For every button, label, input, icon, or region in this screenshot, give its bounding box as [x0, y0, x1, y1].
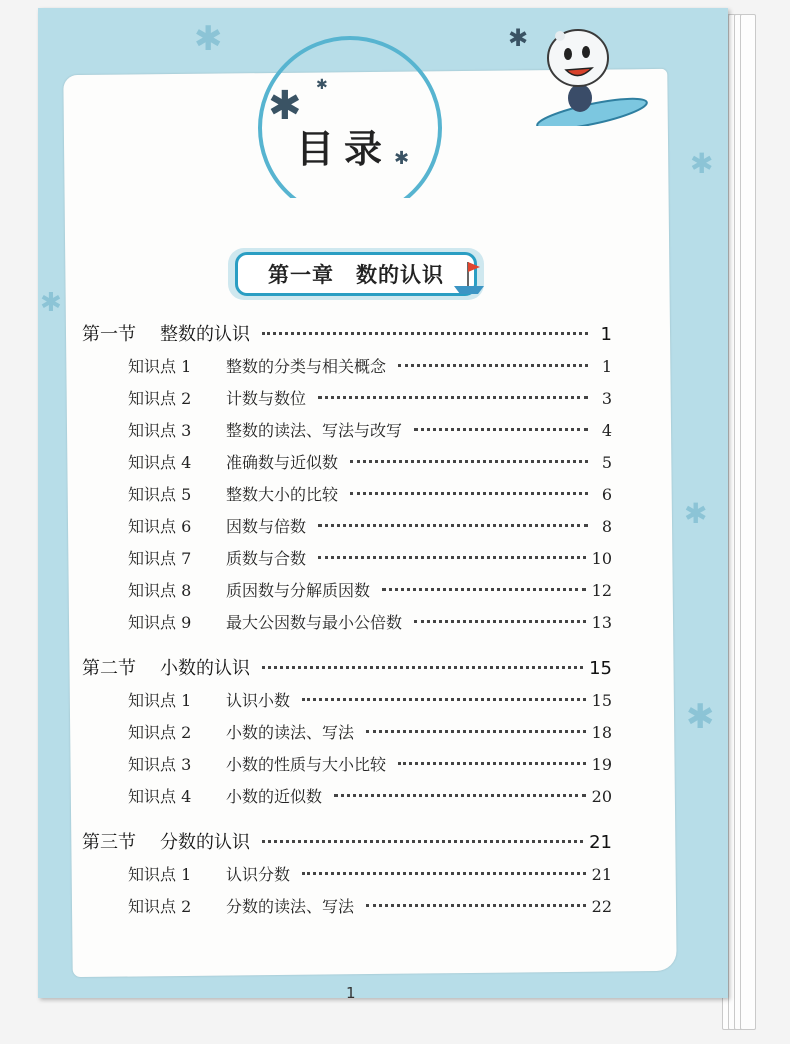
- item-title: 小数的读法、写法: [226, 723, 355, 742]
- page-ref: 13: [591, 613, 612, 632]
- leader-dots: [318, 396, 588, 399]
- leader-dots: [318, 556, 586, 559]
- page-ref: 18: [591, 723, 612, 742]
- leader-dots: [350, 460, 588, 463]
- toc-item-row[interactable]: [82, 720, 612, 752]
- item-label: 知识点 3: [128, 755, 192, 774]
- snowflake-icon: ✱: [40, 288, 62, 318]
- page-ref: 1: [600, 324, 612, 345]
- leader-dots: [350, 492, 588, 495]
- toc-section-row[interactable]: [82, 828, 612, 862]
- item-title: 整数的读法、写法与改写: [226, 421, 403, 440]
- toc-item-row[interactable]: [82, 386, 612, 418]
- item-label: 知识点 4: [128, 787, 192, 806]
- toc-item-row[interactable]: [82, 418, 612, 450]
- chapter-title: 第一章 数的认识: [235, 252, 477, 296]
- leader-dots: [366, 904, 586, 907]
- item-label: 知识点 5: [128, 485, 192, 504]
- section-label: 第三节: [82, 832, 136, 853]
- item-label: 知识点 4: [128, 453, 192, 472]
- page-ref: 20: [591, 787, 612, 806]
- toc-item-row[interactable]: [82, 784, 612, 816]
- item-title: 准确数与近似数: [226, 453, 339, 472]
- item-title: 因数与倍数: [226, 517, 307, 536]
- snowflake-icon: ✱: [316, 77, 328, 93]
- snowflake-icon: ✱: [690, 147, 714, 180]
- item-label: 知识点 2: [128, 897, 192, 916]
- page-title: 目录: [296, 127, 393, 171]
- toc-section-row[interactable]: [82, 320, 612, 354]
- item-title: 认识分数: [226, 865, 291, 884]
- page-ref: 1: [601, 357, 612, 376]
- flag-boat-icon: [452, 258, 486, 296]
- toc-item-row[interactable]: [82, 354, 612, 386]
- toc-item-row[interactable]: [82, 862, 612, 894]
- page-ref: 15: [591, 691, 612, 710]
- item-title: 最大公因数与最小公倍数: [226, 613, 403, 632]
- item-title: 质因数与分解质因数: [226, 581, 371, 600]
- item-label: 知识点 2: [128, 389, 192, 408]
- item-label: 知识点 8: [128, 581, 192, 600]
- table-of-contents: [82, 320, 612, 926]
- page-ref: 22: [591, 897, 612, 916]
- page-ref: 8: [601, 517, 612, 536]
- snowflake-icon: ✱: [686, 697, 715, 737]
- toc-item-row[interactable]: [82, 450, 612, 482]
- section-title: 分数的认识: [160, 832, 250, 853]
- item-label: 知识点 2: [128, 723, 192, 742]
- item-label: 知识点 1: [128, 357, 192, 376]
- item-label: 知识点 7: [128, 549, 192, 568]
- page-ref: 6: [601, 485, 612, 504]
- snowflake-icon: ✱: [394, 148, 410, 169]
- section-title: 小数的认识: [160, 658, 250, 679]
- page-ref: 19: [591, 755, 612, 774]
- toc-item-row[interactable]: [82, 514, 612, 546]
- item-label: 知识点 1: [128, 691, 192, 710]
- item-label: 知识点 6: [128, 517, 192, 536]
- page-ref: 10: [591, 549, 612, 568]
- leader-dots: [262, 840, 583, 843]
- toc-item-row[interactable]: [82, 688, 612, 720]
- toc-item-row[interactable]: [82, 752, 612, 784]
- item-title: 整数大小的比较: [226, 485, 339, 504]
- item-title: 小数的近似数: [226, 787, 323, 806]
- page-ref: 12: [591, 581, 612, 600]
- item-title: 整数的分类与相关概念: [226, 357, 387, 376]
- mascot-snowboarder-icon: [530, 16, 660, 126]
- page-number: 1: [346, 984, 356, 1002]
- leader-dots: [262, 666, 583, 669]
- leader-dots: [414, 428, 588, 431]
- leader-dots: [414, 620, 586, 623]
- item-title: 认识小数: [226, 691, 291, 710]
- leader-dots: [318, 524, 588, 527]
- toc-item-row[interactable]: [82, 610, 612, 642]
- item-title: 质数与合数: [226, 549, 307, 568]
- page-ref: 5: [601, 453, 612, 472]
- leader-dots: [334, 794, 586, 797]
- snowflake-icon: ✱: [508, 24, 529, 52]
- leader-dots: [302, 872, 586, 875]
- chapter-banner: [228, 248, 484, 300]
- page-ref: 15: [589, 658, 612, 679]
- page-ref: 3: [601, 389, 612, 408]
- section-title: 整数的认识: [160, 324, 250, 345]
- item-label: 知识点 1: [128, 865, 192, 884]
- snowflake-icon: ✱: [684, 497, 708, 530]
- item-title: 计数与数位: [226, 389, 307, 408]
- page-ref: 21: [591, 865, 612, 884]
- page-edge: [740, 14, 756, 1030]
- toc-item-row[interactable]: [82, 546, 612, 578]
- leader-dots: [366, 730, 586, 733]
- section-label: 第一节: [82, 324, 136, 345]
- section-label: 第二节: [82, 658, 136, 679]
- leader-dots: [398, 762, 586, 765]
- toc-item-row[interactable]: [82, 894, 612, 926]
- item-title: 分数的读法、写法: [226, 897, 355, 916]
- item-label: 知识点 9: [128, 613, 192, 632]
- leader-dots: [398, 364, 588, 367]
- snowflake-icon: ✱: [268, 83, 302, 129]
- leader-dots: [382, 588, 586, 591]
- snowflake-icon: ✱: [194, 19, 223, 59]
- leader-dots: [302, 698, 586, 701]
- toc-item-row[interactable]: [82, 578, 612, 610]
- page-ref: 21: [589, 832, 612, 853]
- page-ref: 4: [601, 421, 612, 440]
- item-label: 知识点 3: [128, 421, 192, 440]
- toc-section-row[interactable]: [82, 654, 612, 688]
- item-title: 小数的性质与大小比较: [226, 755, 387, 774]
- toc-item-row[interactable]: [82, 482, 612, 514]
- leader-dots: [262, 332, 588, 335]
